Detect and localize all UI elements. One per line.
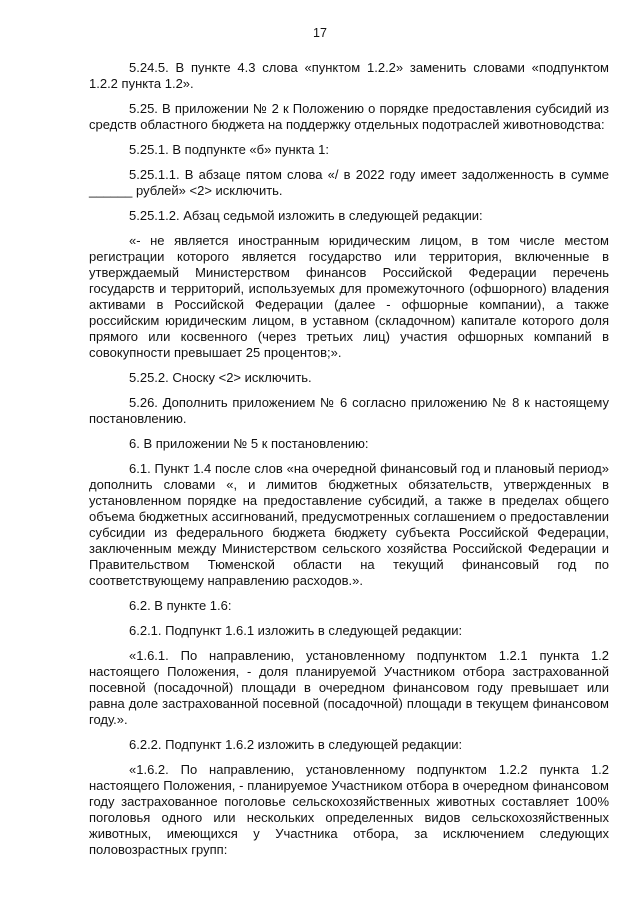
paragraph-quoted-1-6-1: «1.6.1. По направлению, установленному подпунктом 1.2.1 пункта 1.2 настоящего Положения, - доля планируемой Участником отбора застрахованной посевной (посадочной) площади в очередном финансовом году превышает или равна доле застрахованной посевной (посадочной) площади в текущем финансовом году.». — [89, 648, 609, 727]
paragraph-5-24-5: 5.24.5. В пункте 4.3 слова «пунктом 1.2.2» заменить словами «подпунктом 1.2.2 пункта 1.2». — [89, 60, 609, 91]
paragraph-quoted-1-6-2: «1.6.2. По направлению, установленному подпунктом 1.2.2 пункта 1.2 настоящего Положения, - планируемое Участником отбора в очередном финансовом году застрахованное поголовье сельскохозяйственных животных составляет 100% поголовья одного или нескольких определенных видов сельскохозяйственных животных, имеющихся у Участника отбора, за исключением следующих половозрастных групп: — [89, 762, 609, 857]
paragraph-quoted-offshore: «- не является иностранным юридическим лицом, в том числе местом регистрации которого является государство или территория, включенные в утверждаемый Министерством финансов Российской Федерации перечень государств и территорий, используемых для промежуточного (офшорного) владения активами в Российской Федерации (далее - офшорные компании), а также российским юридическим лицом, в уставном (складочном) капитале которого доля прямого или косвенного (через третьих лиц) участия офшорных компаний в совокупности превышает 25 процентов;». — [89, 233, 609, 360]
paragraph-5-25-1-1: 5.25.1.1. В абзаце пятом слова «/ в 2022 году имеет задолженность в сумме ______ рублей» <2> исключить. — [89, 167, 609, 198]
paragraph-6-2: 6.2. В пункте 1.6: — [129, 598, 232, 613]
paragraph-5-25-1-2: 5.25.1.2. Абзац седьмой изложить в следующей редакции: — [129, 208, 483, 223]
paragraph-5-25-2: 5.25.2. Сноску <2> исключить. — [129, 370, 312, 385]
paragraph-6: 6. В приложении № 5 к постановлению: — [129, 436, 369, 451]
document-body — [89, 60, 609, 867]
paragraph-5-25: 5.25. В приложении № 2 к Положению о порядке предоставления субсидий из средств областного бюджета на поддержку отдельных подотраслей животноводства: — [89, 101, 609, 132]
paragraph-6-1: 6.1. Пункт 1.4 после слов «на очередной финансовый год и плановый период» дополнить словами «, и лимитов бюджетных обязательств, утвержденных в установленном порядке на предоставление субсидий, а также в пределах общего объема бюджетных ассигнований, предусмотренных соглашением о предоставлении субсидии из федерального бюджета бюджету субъекта Российской Федерации, заключенным между Министерством сельского хозяйства Российской Федерации и Правительством Тюменской области на текущий финансовый год по соответствующему направлению расходов.». — [89, 461, 609, 588]
paragraph-6-2-2: 6.2.2. Подпункт 1.6.2 изложить в следующей редакции: — [129, 737, 463, 752]
page-number: 17 — [313, 26, 327, 40]
paragraph-5-26: 5.26. Дополнить приложением № 6 согласно приложению № 8 к настоящему постановлению. — [89, 395, 609, 426]
paragraph-6-2-1: 6.2.1. Подпункт 1.6.1 изложить в следующей редакции: — [129, 623, 463, 638]
paragraph-5-25-1: 5.25.1. В подпункте «б» пункта 1: — [129, 142, 329, 157]
